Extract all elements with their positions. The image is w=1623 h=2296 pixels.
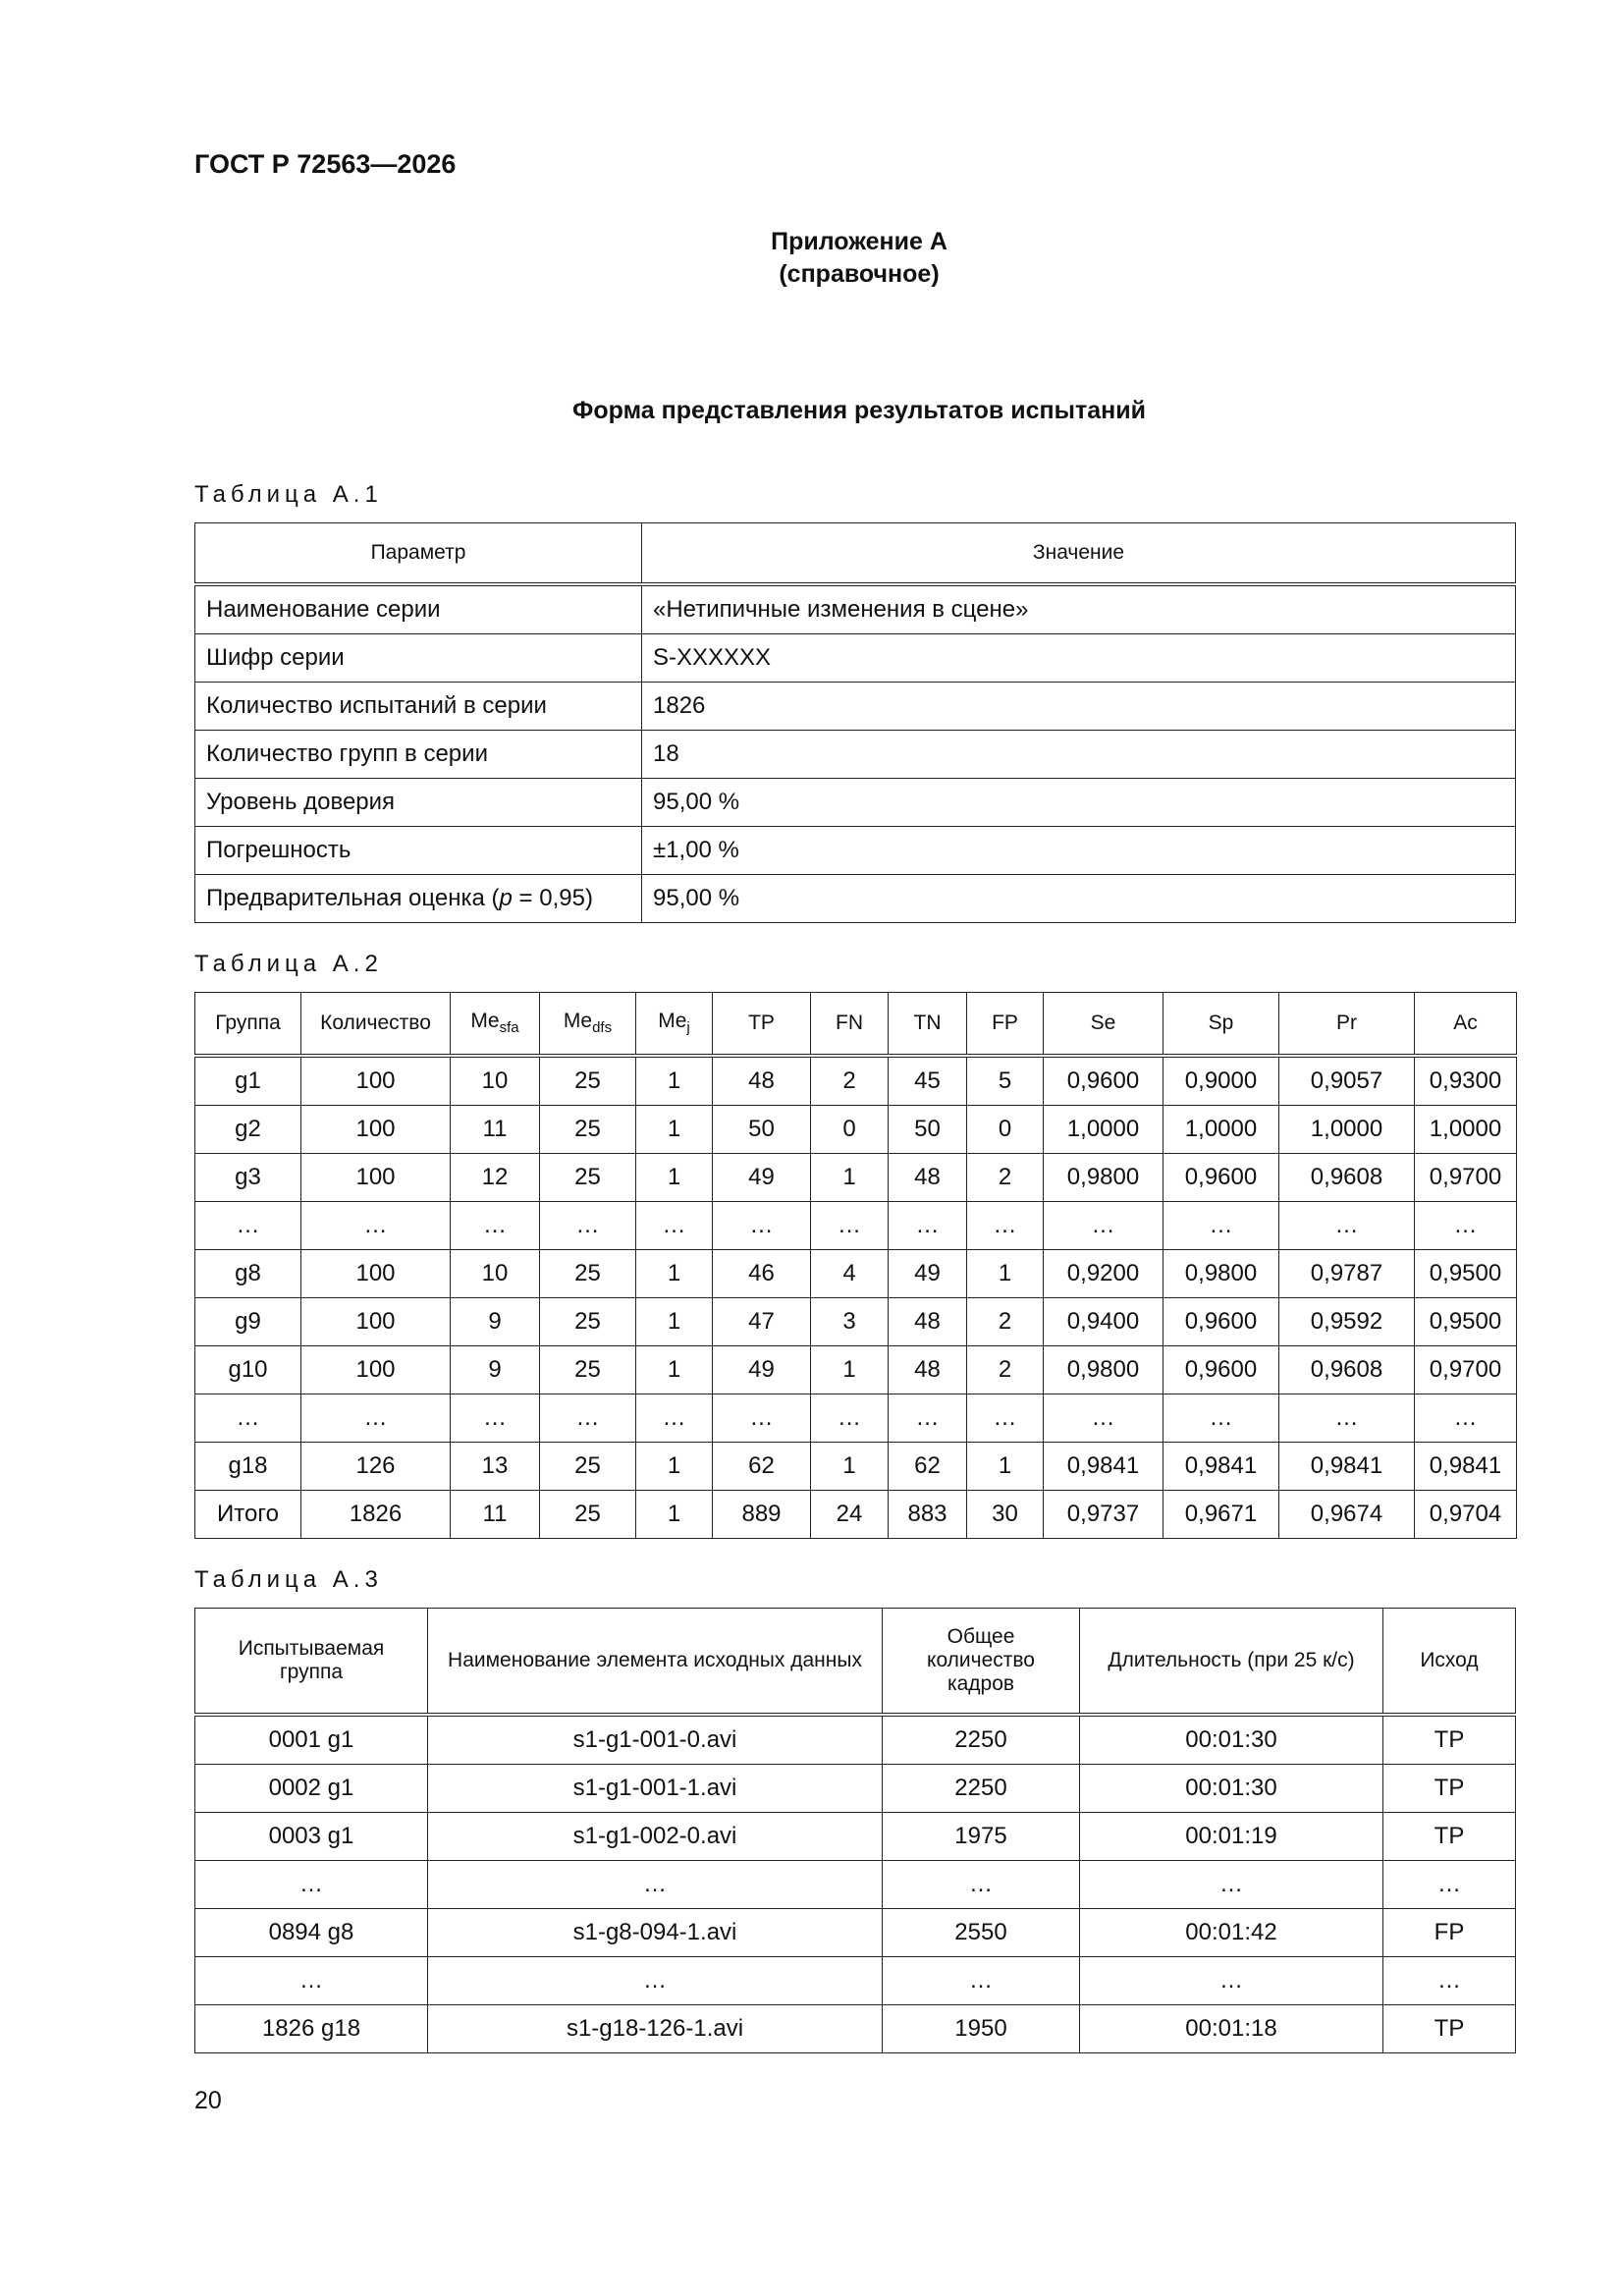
table-cell: …: [195, 1394, 301, 1443]
table-cell: 00:01:19: [1080, 1813, 1383, 1861]
table-cell: 2: [967, 1154, 1044, 1202]
parameter-cell: Предварительная оценка (p = 0,95): [195, 875, 642, 923]
parameter-cell: Количество групп в серии: [195, 731, 642, 779]
table-cell: 2: [811, 1056, 889, 1106]
table-cell: 5: [967, 1056, 1044, 1106]
table-cell: 1,0000: [1044, 1106, 1163, 1154]
table-cell: 62: [713, 1443, 811, 1491]
table-cell: 0,9841: [1163, 1443, 1279, 1491]
value-cell: ±1,00 %: [642, 827, 1516, 875]
table-cell: …: [540, 1394, 636, 1443]
parameter-cell: Уровень доверия: [195, 779, 642, 827]
table-cell: 48: [889, 1298, 967, 1346]
table-cell: 0: [811, 1106, 889, 1154]
header-cell: Испытываемая группа: [195, 1609, 428, 1716]
table-cell: 10: [451, 1056, 540, 1106]
table-row: [195, 1346, 1517, 1394]
table-cell: 0,9671: [1163, 1491, 1279, 1539]
table-cell: 1975: [883, 1813, 1080, 1861]
table-cell: 1: [636, 1443, 713, 1491]
table-cell: 0,9674: [1279, 1491, 1415, 1539]
table-header-row: [195, 523, 1516, 585]
table-cell: …: [1383, 1861, 1516, 1909]
table-cell: 10: [451, 1250, 540, 1298]
table-cell: …: [636, 1394, 713, 1443]
table-row: [195, 2005, 1516, 2053]
header-label: Me: [470, 1010, 500, 1033]
table-cell: 11: [451, 1106, 540, 1154]
annex-title: Приложение А: [771, 228, 947, 255]
table-cell: 25: [540, 1154, 636, 1202]
table-cell: 0,9608: [1279, 1154, 1415, 1202]
table-cell: 1: [811, 1154, 889, 1202]
header-cell: [195, 993, 301, 1057]
table-row: [195, 1491, 1517, 1539]
table-cell: 25: [540, 1106, 636, 1154]
table-cell: 30: [967, 1491, 1044, 1539]
table-cell: 49: [713, 1154, 811, 1202]
table-cell: 2: [967, 1298, 1044, 1346]
table-a1-caption: Таблица А.1: [194, 481, 383, 508]
table-cell: …: [428, 1957, 883, 2005]
table-cell: 49: [889, 1250, 967, 1298]
table-cell: …: [1044, 1202, 1163, 1250]
table-cell: Итого: [195, 1491, 301, 1539]
table-cell: 48: [889, 1154, 967, 1202]
table-cell: 45: [889, 1056, 967, 1106]
value-cell: S-XXXXXX: [642, 634, 1516, 683]
table-cell: 48: [889, 1346, 967, 1394]
table-cell: 25: [540, 1250, 636, 1298]
table-cell: 0,9608: [1279, 1346, 1415, 1394]
header-cell: [713, 993, 811, 1057]
table-cell: 0: [967, 1106, 1044, 1154]
table-cell: TP: [1383, 1813, 1516, 1861]
header-cell: [889, 993, 967, 1057]
table-cell: 2550: [883, 1909, 1080, 1957]
table-cell: 2250: [883, 1715, 1080, 1765]
table-cell: 4: [811, 1250, 889, 1298]
table-cell: 1: [636, 1346, 713, 1394]
table-cell: 0,9600: [1163, 1298, 1279, 1346]
table-cell: …: [1415, 1202, 1517, 1250]
table-cell: …: [1383, 1957, 1516, 2005]
table-cell: 0,9500: [1415, 1250, 1517, 1298]
table-cell: 0,9600: [1163, 1346, 1279, 1394]
header-label: Me: [658, 1010, 687, 1033]
table-cell: …: [889, 1394, 967, 1443]
table-cell: 100: [301, 1346, 451, 1394]
header-parameter: Параметр: [195, 523, 642, 585]
value-cell: 18: [642, 731, 1516, 779]
table-cell: 0,9841: [1415, 1443, 1517, 1491]
table-cell: 0,9000: [1163, 1056, 1279, 1106]
table-cell: 1: [967, 1250, 1044, 1298]
parameter-cell: Погрешность: [195, 827, 642, 875]
table-cell: 100: [301, 1154, 451, 1202]
table-cell: 0,9841: [1279, 1443, 1415, 1491]
table-cell: g8: [195, 1250, 301, 1298]
table-a2-caption: Таблица А.2: [194, 951, 383, 977]
table-cell: …: [889, 1202, 967, 1250]
table-cell: …: [883, 1861, 1080, 1909]
table-cell: …: [1080, 1861, 1383, 1909]
table-cell: 1,0000: [1415, 1106, 1517, 1154]
table-cell: 46: [713, 1250, 811, 1298]
table-header-row: [195, 993, 1517, 1057]
table-cell: 883: [889, 1491, 967, 1539]
table-cell: 1: [967, 1443, 1044, 1491]
table-cell: s1-g1-001-1.avi: [428, 1765, 883, 1813]
table-a2: [194, 992, 1517, 1539]
table-cell: 1826: [301, 1491, 451, 1539]
header-label: Se: [1090, 1011, 1116, 1034]
table-cell: …: [967, 1394, 1044, 1443]
table-cell: s1-g1-002-0.avi: [428, 1813, 883, 1861]
table-cell: 50: [889, 1106, 967, 1154]
table-cell: …: [451, 1394, 540, 1443]
table-cell: 50: [713, 1106, 811, 1154]
header-subscript: sfa: [499, 1019, 519, 1037]
table-row: [195, 1106, 1517, 1154]
table-cell: 1950: [883, 2005, 1080, 2053]
table-header-row: [195, 1609, 1516, 1716]
table-cell: …: [1279, 1202, 1415, 1250]
table-cell: 0894 g8: [195, 1909, 428, 1957]
header-cell: [301, 993, 451, 1057]
table-row: [195, 1202, 1517, 1250]
table-cell: …: [1279, 1394, 1415, 1443]
table-cell: 100: [301, 1250, 451, 1298]
table-cell: TP: [1383, 2005, 1516, 2053]
header-cell: [1279, 993, 1415, 1057]
table-cell: 1: [636, 1298, 713, 1346]
table-cell: g9: [195, 1298, 301, 1346]
table-cell: 100: [301, 1056, 451, 1106]
table-cell: 62: [889, 1443, 967, 1491]
page-number: 20: [194, 2087, 222, 2114]
table-cell: s1-g18-126-1.avi: [428, 2005, 883, 2053]
table-cell: 0,9592: [1279, 1298, 1415, 1346]
table-cell: g3: [195, 1154, 301, 1202]
table-cell: 1,0000: [1163, 1106, 1279, 1154]
table-cell: …: [636, 1202, 713, 1250]
header-label: TP: [748, 1011, 775, 1034]
header-cell: [451, 993, 540, 1057]
header-cell: Общее количество кадров: [883, 1609, 1080, 1716]
header-label: Группа: [215, 1011, 281, 1034]
table-cell: 2: [967, 1346, 1044, 1394]
table-cell: 0,9800: [1044, 1154, 1163, 1202]
table-cell: 1: [636, 1491, 713, 1539]
table-cell: …: [540, 1202, 636, 1250]
table-cell: 1: [636, 1056, 713, 1106]
table-cell: 00:01:30: [1080, 1715, 1383, 1765]
table-cell: TP: [1383, 1715, 1516, 1765]
table-cell: g18: [195, 1443, 301, 1491]
table-cell: 3: [811, 1298, 889, 1346]
table-cell: …: [1163, 1202, 1279, 1250]
table-cell: 0,9400: [1044, 1298, 1163, 1346]
table-cell: …: [811, 1394, 889, 1443]
header-label: FP: [992, 1011, 1018, 1034]
table-cell: 24: [811, 1491, 889, 1539]
table-cell: …: [195, 1861, 428, 1909]
table-cell: …: [301, 1202, 451, 1250]
header-subscript: dfs: [592, 1019, 613, 1037]
table-row: [195, 1443, 1517, 1491]
parameter-cell: Наименование серии: [195, 584, 642, 634]
table-cell: 49: [713, 1346, 811, 1394]
table-cell: 25: [540, 1056, 636, 1106]
header-label: TN: [913, 1011, 942, 1034]
table-cell: …: [713, 1394, 811, 1443]
header-cell: Исход: [1383, 1609, 1516, 1716]
table-row: [195, 731, 1516, 779]
header-cell: [967, 993, 1044, 1057]
table-cell: 9: [451, 1298, 540, 1346]
header-cell: [1044, 993, 1163, 1057]
table-cell: 11: [451, 1491, 540, 1539]
header-label: Me: [563, 1010, 593, 1033]
value-cell: «Нетипичные изменения в сцене»: [642, 584, 1516, 634]
table-cell: s1-g8-094-1.avi: [428, 1909, 883, 1957]
table-cell: 25: [540, 1346, 636, 1394]
table-cell: …: [195, 1202, 301, 1250]
table-row: [195, 1813, 1516, 1861]
table-cell: 25: [540, 1443, 636, 1491]
table-cell: 126: [301, 1443, 451, 1491]
table-cell: 0,9200: [1044, 1250, 1163, 1298]
table-cell: 0,9600: [1044, 1056, 1163, 1106]
table-cell: 0,9700: [1415, 1346, 1517, 1394]
table-row: [195, 634, 1516, 683]
header-cell: [1163, 993, 1279, 1057]
table-cell: 1: [811, 1443, 889, 1491]
table-row: [195, 827, 1516, 875]
parameter-cell: Количество испытаний в серии: [195, 683, 642, 731]
annex-heading: [0, 226, 1623, 291]
table-row: [195, 1250, 1517, 1298]
table-cell: 00:01:30: [1080, 1765, 1383, 1813]
table-cell: 13: [451, 1443, 540, 1491]
header-label: Sp: [1208, 1011, 1234, 1034]
table-row: [195, 683, 1516, 731]
table-cell: 0003 g1: [195, 1813, 428, 1861]
table-cell: …: [428, 1861, 883, 1909]
table-row: [195, 779, 1516, 827]
table-cell: 100: [301, 1298, 451, 1346]
header-value: Значение: [642, 523, 1516, 585]
parameter-cell: Шифр серии: [195, 634, 642, 683]
header-label: Pr: [1336, 1011, 1357, 1034]
table-cell: 100: [301, 1106, 451, 1154]
section-title: Форма представления результатов испытаний: [572, 397, 1146, 424]
annex-subtitle: (справочное): [779, 260, 940, 288]
table-cell: …: [1044, 1394, 1163, 1443]
table-cell: TP: [1383, 1765, 1516, 1813]
table-cell: 47: [713, 1298, 811, 1346]
table-cell: …: [883, 1957, 1080, 2005]
table-cell: 48: [713, 1056, 811, 1106]
table-row: [195, 1056, 1517, 1106]
table-cell: g1: [195, 1056, 301, 1106]
table-cell: 0,9500: [1415, 1298, 1517, 1346]
header-cell: [540, 993, 636, 1057]
table-row: [195, 1154, 1517, 1202]
table-cell: …: [195, 1957, 428, 2005]
table-cell: s1-g1-001-0.avi: [428, 1715, 883, 1765]
table-cell: …: [451, 1202, 540, 1250]
table-cell: 0,9800: [1163, 1250, 1279, 1298]
table-cell: g2: [195, 1106, 301, 1154]
header-label: Количество: [320, 1011, 431, 1034]
table-row: [195, 1394, 1517, 1443]
value-cell: 1826: [642, 683, 1516, 731]
document-code: ГОСТ Р 72563—2026: [194, 149, 457, 179]
table-cell: 1: [636, 1154, 713, 1202]
table-cell: 1: [811, 1346, 889, 1394]
table-cell: 0,9737: [1044, 1491, 1163, 1539]
header-label: FN: [836, 1011, 863, 1034]
table-cell: 1: [636, 1250, 713, 1298]
value-cell: 95,00 %: [642, 779, 1516, 827]
header-cell: Наименование элемента исходных данных: [428, 1609, 883, 1716]
table-cell: …: [1415, 1394, 1517, 1443]
table-cell: 9: [451, 1346, 540, 1394]
table-cell: 2250: [883, 1765, 1080, 1813]
table-cell: g10: [195, 1346, 301, 1394]
table-a3: [194, 1608, 1516, 2053]
table-row: [195, 1957, 1516, 2005]
header-cell: [811, 993, 889, 1057]
table-cell: …: [301, 1394, 451, 1443]
table-cell: …: [1080, 1957, 1383, 2005]
header-cell: [1415, 993, 1517, 1057]
table-cell: …: [811, 1202, 889, 1250]
table-cell: FP: [1383, 1909, 1516, 1957]
header-subscript: j: [686, 1019, 690, 1037]
table-cell: 1: [636, 1106, 713, 1154]
table-cell: 00:01:42: [1080, 1909, 1383, 1957]
table-cell: 0,9300: [1415, 1056, 1517, 1106]
table-cell: 0,9841: [1044, 1443, 1163, 1491]
table-cell: 1,0000: [1279, 1106, 1415, 1154]
table-cell: 0,9704: [1415, 1491, 1517, 1539]
table-cell: 1826 g18: [195, 2005, 428, 2053]
table-cell: 0,9600: [1163, 1154, 1279, 1202]
table-cell: 0,9700: [1415, 1154, 1517, 1202]
table-cell: 0,9787: [1279, 1250, 1415, 1298]
table-row: [195, 875, 1516, 923]
table-cell: 25: [540, 1491, 636, 1539]
table-cell: …: [1163, 1394, 1279, 1443]
header-label: Ac: [1453, 1011, 1478, 1034]
table-cell: 25: [540, 1298, 636, 1346]
table-cell: 0,9800: [1044, 1346, 1163, 1394]
header-cell: [636, 993, 713, 1057]
table-cell: 0,9057: [1279, 1056, 1415, 1106]
table-row: [195, 1715, 1516, 1765]
table-cell: 0002 g1: [195, 1765, 428, 1813]
table-row: [195, 1861, 1516, 1909]
table-cell: 00:01:18: [1080, 2005, 1383, 2053]
header-cell: Длительность (при 25 к/с): [1080, 1609, 1383, 1716]
table-cell: 12: [451, 1154, 540, 1202]
table-a1: [194, 522, 1516, 923]
table-cell: 0001 g1: [195, 1715, 428, 1765]
table-cell: …: [713, 1202, 811, 1250]
table-row: [195, 1765, 1516, 1813]
table-row: [195, 1298, 1517, 1346]
table-cell: …: [967, 1202, 1044, 1250]
table-cell: 889: [713, 1491, 811, 1539]
table-a3-caption: Таблица А.3: [194, 1566, 383, 1593]
value-cell: 95,00 %: [642, 875, 1516, 923]
table-row: [195, 584, 1516, 634]
table-row: [195, 1909, 1516, 1957]
